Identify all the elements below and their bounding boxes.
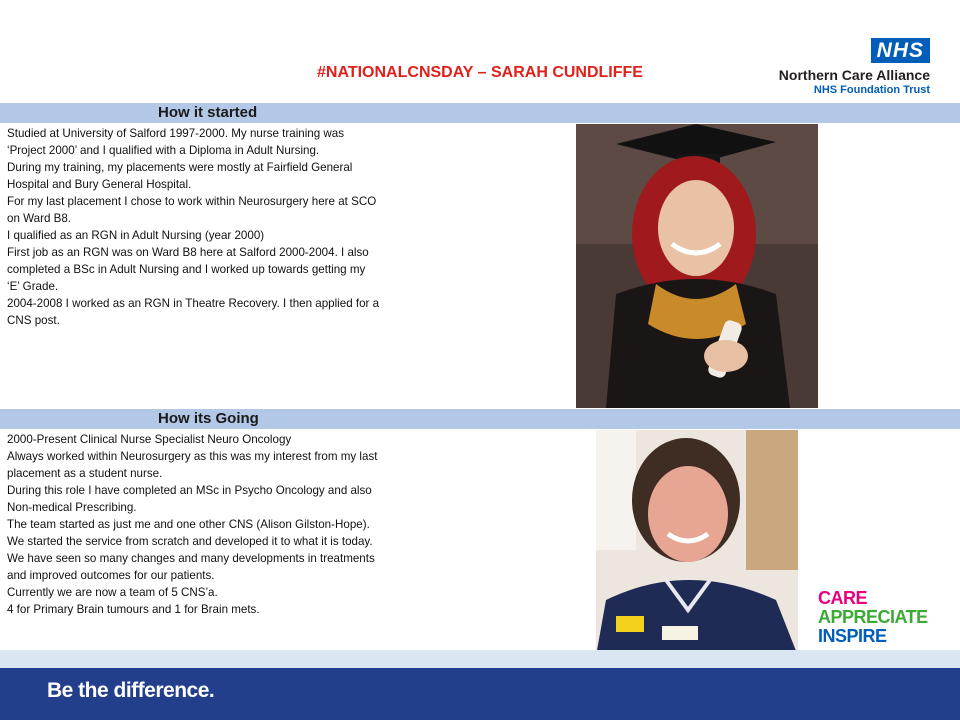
text-line: completed a BSc in Adult Nursing and I worked up towards getting my: [7, 263, 366, 276]
started-text: [7, 125, 435, 329]
text-line: ‘E’ Grade.: [7, 280, 59, 293]
graduation-photo-illustration: [576, 124, 818, 408]
page-title-text: #NATIONALCNSDAY – SARAH CUNDLIFFE: [317, 64, 643, 81]
text-line: I qualified as an RGN in Adult Nursing (year 2000): [7, 229, 265, 242]
text-line: Studied at University of Salford 1997-2000. My nurse training was: [7, 127, 345, 140]
nhs-badge: NHS: [871, 38, 930, 63]
footer-divider: [0, 650, 960, 668]
nhs-logo: [730, 38, 930, 96]
text-line: 2000-Present Clinical Nurse Specialist Neuro Oncology: [7, 433, 292, 446]
org-subtitle: NHS Foundation Trust: [813, 84, 930, 96]
text-line: For my last placement I chose to work within Neurosurgery here at SCO: [7, 195, 377, 208]
section-header-started: [0, 103, 960, 123]
footer-slogan: Be the difference.: [47, 679, 215, 702]
value-care: CARE: [818, 588, 868, 608]
graduation-photo: [576, 124, 818, 408]
text-line: Always worked within Neurosurgery as this was my interest from my last: [7, 450, 378, 463]
text-line: CNS post.: [7, 314, 60, 327]
section-heading-going: How its Going: [158, 410, 259, 427]
section-header-going: [0, 409, 960, 429]
text-line: During this role I have completed an MSc in Psycho Oncology and also: [7, 484, 372, 497]
org-name: Northern Care Alliance: [778, 67, 930, 83]
nurse-photo: [596, 430, 798, 656]
going-text: [7, 431, 435, 618]
text-line: We have seen so many changes and many developments in treatments: [7, 552, 375, 565]
text-line: 4 for Primary Brain tumours and 1 for Brain mets.: [7, 603, 260, 616]
text-line: Non-medical Prescribing.: [7, 501, 137, 514]
text-line: Hospital and Bury General Hospital.: [7, 178, 192, 191]
text-line: ‘Project 2000’ and I qualified with a Diploma in Adult Nursing.: [7, 144, 320, 157]
text-line: Currently we are now a team of 5 CNS’a.: [7, 586, 218, 599]
value-inspire: INSPIRE: [818, 626, 887, 646]
section-heading-started: How it started: [158, 104, 258, 121]
text-line: placement as a student nurse.: [7, 467, 163, 480]
text-line: During my training, my placements were mostly at Fairfield General: [7, 161, 353, 174]
text-line: The team started as just me and one other CNS (Alison Gilston-Hope).: [7, 518, 370, 531]
text-line: on Ward B8.: [7, 212, 72, 225]
text-line: and improved outcomes for our patients.: [7, 569, 215, 582]
nurse-photo-illustration: [596, 430, 798, 656]
text-line: We started the service from scratch and developed it to what it is today.: [7, 535, 373, 548]
values-logo: [818, 589, 928, 646]
text-line: 2004-2008 I worked as an RGN in Theatre Recovery. I then applied for a: [7, 297, 380, 310]
footer-bar: [0, 668, 960, 720]
text-line: First job as an RGN was on Ward B8 here at Salford 2000-2004. I also: [7, 246, 369, 259]
value-appreciate: APPRECIATE: [818, 607, 928, 627]
